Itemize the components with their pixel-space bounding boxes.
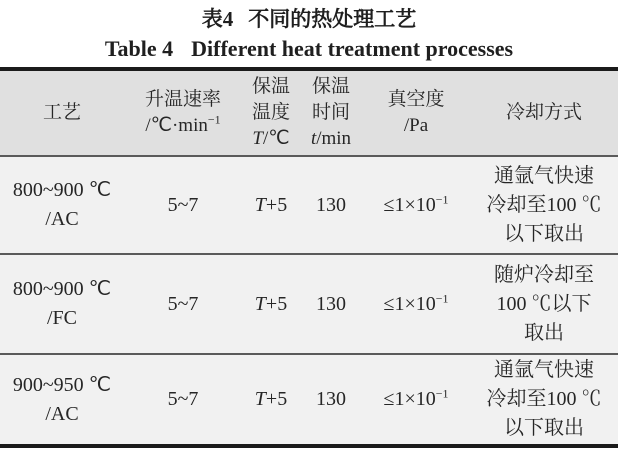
header-process-label: 工艺	[42, 102, 81, 123]
header-holding-time-unit: t/min	[310, 128, 352, 149]
table-number-en: Table 4	[104, 36, 174, 61]
table-number-zh: 表4	[201, 7, 234, 31]
page-title-en	[0, 35, 618, 63]
header-row	[0, 71, 618, 155]
heat-treatment-table	[0, 67, 618, 448]
header-cell-heating-rate	[124, 71, 242, 155]
process-cell: 800~900 ℃ /AC	[12, 179, 112, 230]
header-cell-cooling-method: 冷却方式	[505, 102, 582, 123]
header-cell-holding-temperature: 保温 温度 T/℃	[242, 71, 300, 155]
table-row	[0, 157, 618, 253]
process-cell: 900~950 ℃ /AC	[12, 373, 112, 425]
header-heating-rate-unit: $/℃\cdot\min^{-1}$	[145, 112, 221, 136]
table-bottom-rule	[0, 444, 618, 448]
holding-time-cell: 130	[316, 193, 346, 216]
cooling-method-cell: 随炉冷却至 100 ℃以下 取出	[494, 263, 594, 344]
cooling-method-cell: 通氩气快速 冷却至100 ℃ 以下取出	[486, 359, 602, 439]
holding-temp-cell: T+5	[254, 193, 288, 216]
heating-rate-cell: 5~7	[167, 193, 199, 216]
holding-temp-cell: T+5	[254, 292, 288, 315]
table-caption-zh: 不同的热处理工艺	[248, 7, 417, 31]
table-row	[0, 255, 618, 353]
heating-rate-cell: 5~7	[167, 388, 199, 410]
holding-time-cell: 130	[316, 388, 346, 410]
header-cell-process	[0, 71, 124, 155]
process-cell: 800~900 ℃ /FC	[12, 278, 112, 329]
header-cell-holding-time: 保温 时间 t/min	[300, 71, 362, 155]
heating-rate-cell: 5~7	[167, 292, 199, 315]
page-title-zh	[0, 0, 618, 33]
cooling-method-cell: 通氩气快速 冷却至100 ℃ 以下取出	[486, 164, 602, 245]
vacuum-cell: $\le 1\times 10^{-1}$	[383, 290, 449, 315]
table-caption-en: Different heat treatment processes	[191, 36, 514, 61]
header-cell-vacuum: 真空度 /Pa	[387, 89, 445, 136]
table-row	[0, 355, 618, 444]
header-holding-temperature-unit: T/℃	[252, 128, 290, 149]
holding-time-cell: 130	[316, 292, 346, 315]
vacuum-cell: $\le 1\times 10^{-1}$	[383, 191, 449, 216]
holding-temp-cell: T+5	[254, 388, 288, 410]
header-heating-rate-label: 升温速率	[144, 89, 221, 110]
vacuum-cell: $\le 1\times 10^{-1}$	[383, 386, 449, 410]
